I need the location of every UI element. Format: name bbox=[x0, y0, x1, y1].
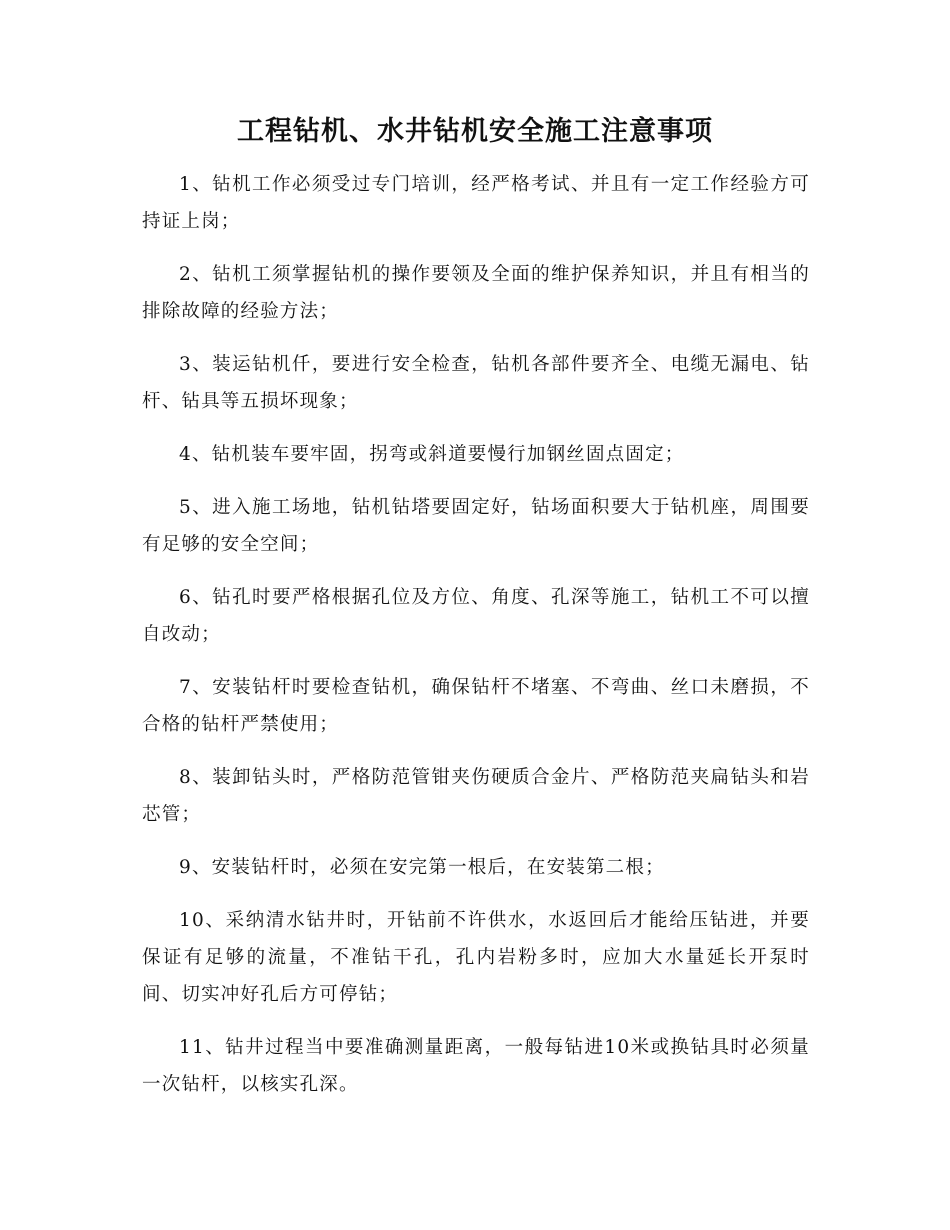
list-item: 8、装卸钻头时，严格防范管钳夹伤硬质合金片、严格防范夹扁钻头和岩芯管； bbox=[142, 767, 810, 825]
item-list bbox=[142, 166, 810, 1119]
list-item: 6、钻孔时要严格根据孔位及方位、角度、孔深等施工，钻机工不可以擅自改动； bbox=[142, 587, 810, 645]
page-title: 工程钻机、水井钻机安全施工注意事项 bbox=[237, 116, 713, 147]
list-item: 9、安装钻杆时，必须在安完第一根后，在安装第二根； bbox=[179, 857, 665, 878]
list-item: 1、钻机工作必须受过专门培训，经严格考试、并且有一定工作经验方可持证上岗； bbox=[142, 174, 810, 232]
list-item: 4、钻机装车要牢固，拐弯或斜道要慢行加钢丝固点固定； bbox=[179, 444, 685, 465]
list-item: 7、安装钻杆时要检查钻机，确保钻杆不堵塞、不弯曲、丝口未磨损，不合格的钻杆严禁使用； bbox=[142, 677, 810, 735]
list-item: 3、装运钻机仟，要进行安全检查，钻机各部件要齐全、电缆无漏电、钻杆、钻具等五损坏现象； bbox=[142, 354, 810, 412]
list-item: 2、钻机工须掌握钻机的操作要领及全面的维护保养知识，并且有相当的排除故障的经验方法； bbox=[142, 264, 810, 322]
list-item: 5、进入施工场地，钻机钻塔要固定好，钻场面积要大于钻机座，周围要有足够的安全空间； bbox=[142, 497, 810, 555]
list-item: 10、采纳清水钻井时，开钻前不许供水，水返回后才能给压钻进，并要保证有足够的流量，不准钻干孔，孔内岩粉多时，应加大水量延长开泵时间、切实冲好孔后方可停钻； bbox=[142, 910, 810, 1005]
list-item: 11、钻井过程当中要准确测量距离，一般每钻进10米或换钻具时必须量一次钻杆，以核实孔深。 bbox=[142, 1037, 810, 1095]
